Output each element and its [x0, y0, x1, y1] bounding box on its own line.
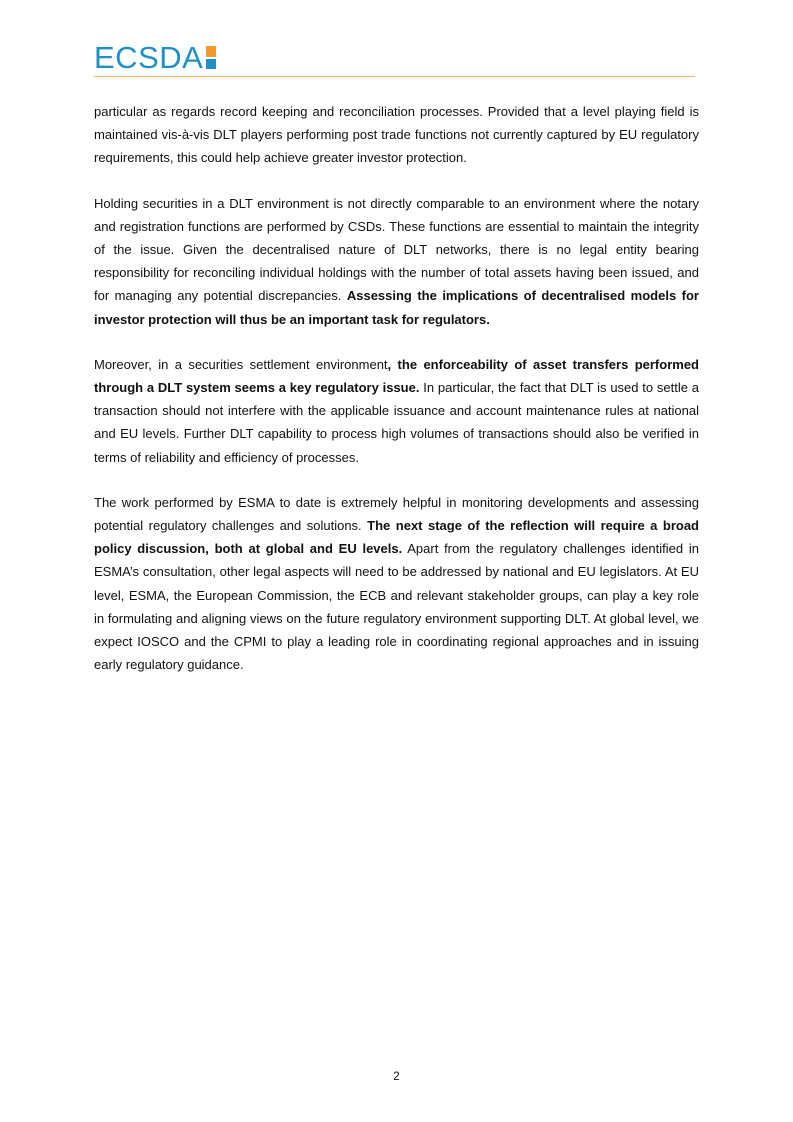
- logo-text: ECSDA: [94, 40, 204, 75]
- logo-blue-square: [206, 59, 216, 69]
- page-number: 2: [393, 1071, 400, 1083]
- text-run: The work performed by ESMA to date is extremely helpful in monitoring developments and assessing potential regulatory challenges and solutions.: [94, 494, 699, 534]
- bold-text-run: Assessing the implications of decentralised models for investor protection will thus be an important task for regulators.: [94, 288, 699, 327]
- page-header: [94, 40, 695, 80]
- text-run: Moreover, in a securities settlement environment: [94, 356, 388, 372]
- ecsda-logo: [94, 42, 216, 73]
- text-run: Holding securities in a DLT environment is not directly comparable to an environment where the notary and registration functions are performed by CSDs. These functions are essential to maintain the integrity of the issue. Given the decentralised nature of DLT networks, there is no legal entity bearing responsibility for reconciling individual holdings with the number of total assets having been issued, and for managing any potential discrepancies.: [94, 195, 699, 304]
- text-run: In particular, the fact that DLT is used to settle a transaction should not interfere with the applicable issuance and account maintenance rules at national and EU levels. Further DLT capability to process high volumes of transactions should also be verified in terms of reliability and efficiency of processes.: [94, 380, 699, 465]
- paragraph: [94, 353, 699, 469]
- text-run: Apart from the regulatory challenges identified in ESMA’s consultation, other legal aspects will need to be addressed by national and EU legislators. At EU level, ESMA, the European Commission, the ECB and relevant stakeholder groups, can play a key role in formulating and aligning views on the future regulatory environment supporting DLT. At global level, we expect IOSCO and the CPMI to play a leading role in coordinating regional approaches and in issuing early regulatory guidance.: [94, 541, 699, 673]
- document-body: [94, 100, 699, 698]
- bold-text-run: The next stage of the reflection will require a broad policy discussion, both at global and EU levels.: [94, 518, 699, 557]
- paragraph: [94, 100, 699, 170]
- bold-text-run: , the enforceability of asset transfers performed through a DLT system seems a key regulatory issue.: [94, 356, 699, 396]
- logo-orange-square: [206, 46, 216, 57]
- header-divider: [94, 76, 695, 77]
- text-run: particular as regards record keeping and reconciliation processes. Provided that a level playing field is maintained vis-à-vis DLT players performing post trade functions not currently captured by EU regulatory requirements, this could help achieve greater investor protection.: [94, 104, 699, 166]
- paragraph: [94, 491, 699, 677]
- ecsda-squares-logo-mark-icon: [206, 46, 216, 70]
- paragraph: [94, 192, 699, 331]
